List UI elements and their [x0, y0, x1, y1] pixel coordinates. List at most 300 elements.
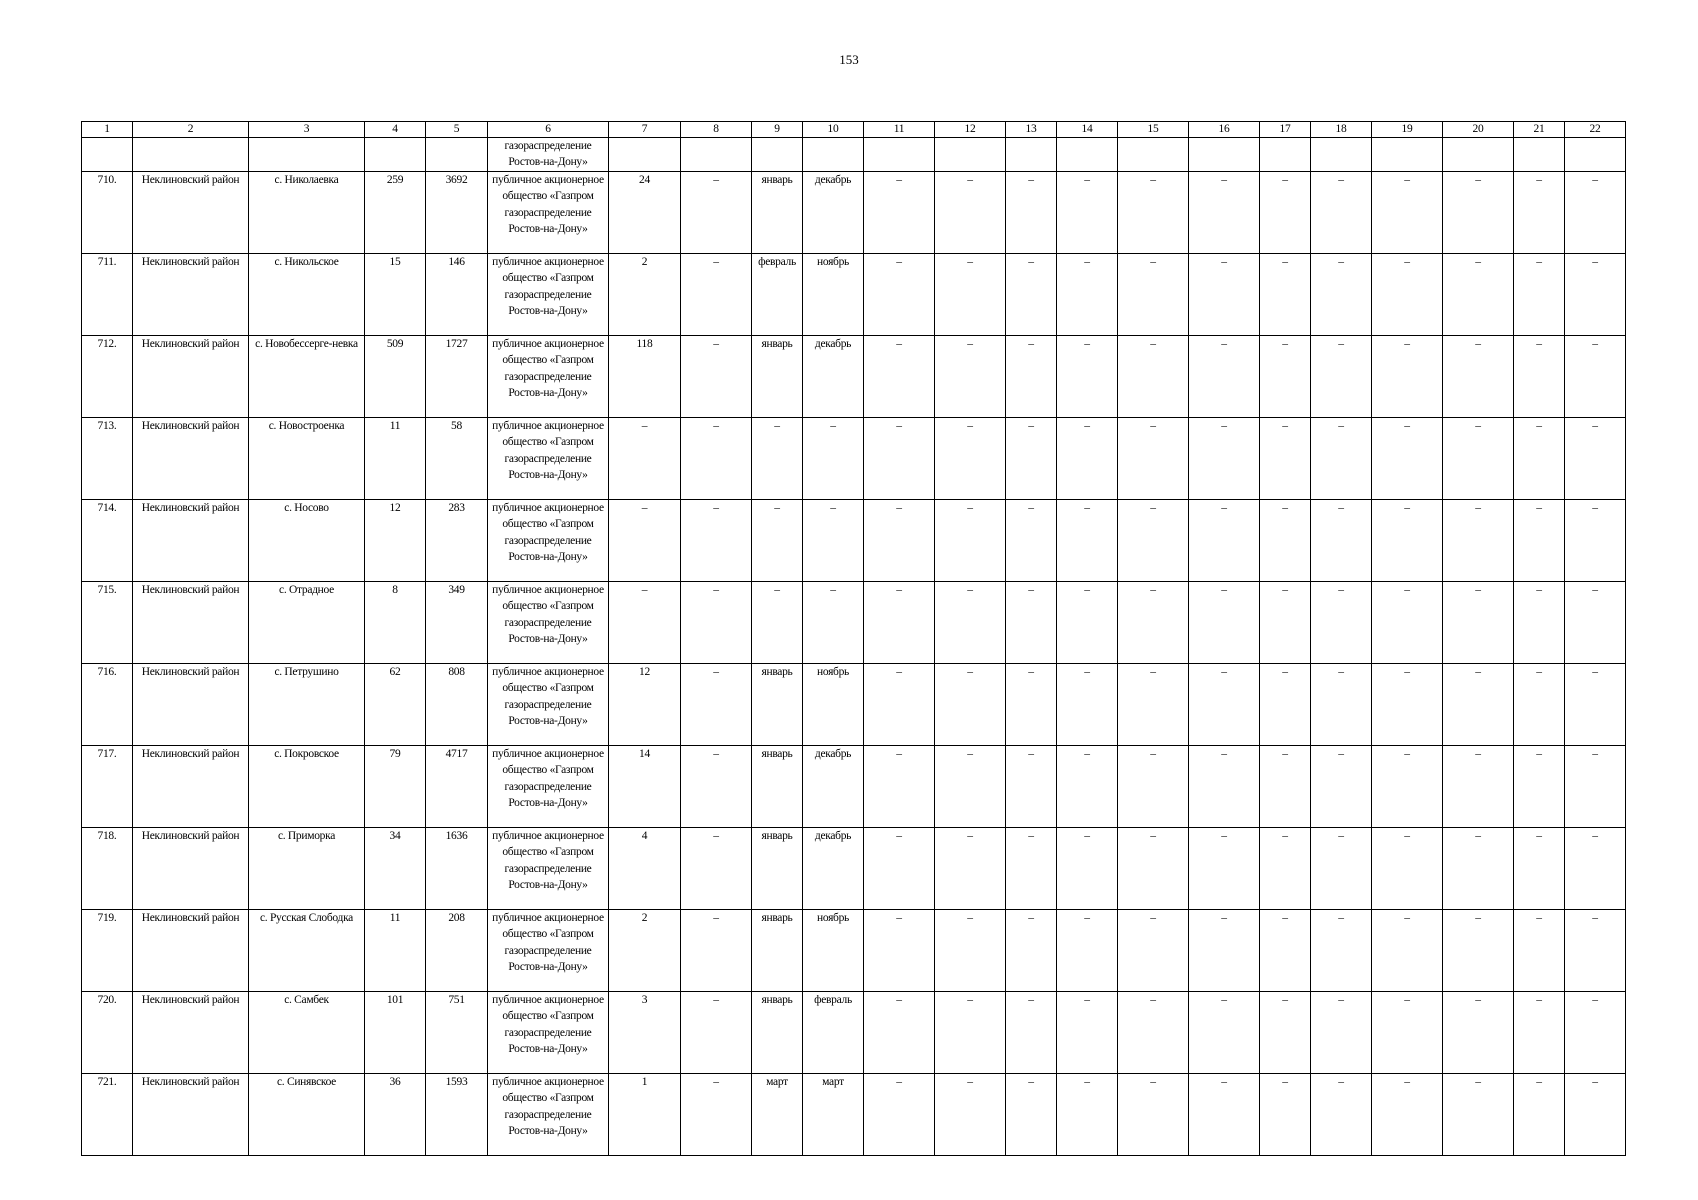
value-cell: – [1006, 500, 1057, 582]
value-cell: 11 [365, 910, 426, 992]
value-cell: – [1006, 336, 1057, 418]
table-cell [864, 138, 935, 172]
value-cell: – [1565, 828, 1626, 910]
value-cell: – [1006, 172, 1057, 254]
value-cell: – [1443, 1074, 1514, 1156]
value-cell: – [935, 746, 1006, 828]
value-cell: – [1057, 910, 1118, 992]
locality-cell: с. Отрадное [249, 582, 365, 664]
value-cell: – [935, 1074, 1006, 1156]
value-cell: – [1260, 746, 1311, 828]
value-cell: – [864, 254, 935, 336]
table-cell [1443, 138, 1514, 172]
value-cell: – [1372, 254, 1443, 336]
value-cell: – [1260, 992, 1311, 1074]
locality-cell: с. Покровское [249, 746, 365, 828]
value-cell: – [1443, 910, 1514, 992]
value-cell: – [935, 254, 1006, 336]
value-cell: – [935, 992, 1006, 1074]
column-header: 1 [82, 122, 133, 138]
table-row [82, 746, 1626, 828]
end-month-cell: декабрь [803, 828, 864, 910]
value-cell: – [1565, 418, 1626, 500]
value-cell: – [1514, 500, 1565, 582]
start-month-cell: январь [752, 336, 803, 418]
district-cell: Неклиновский район [133, 992, 249, 1074]
value-cell: – [681, 254, 752, 336]
column-header: 16 [1189, 122, 1260, 138]
value-cell: – [1260, 336, 1311, 418]
end-month-cell: февраль [803, 992, 864, 1074]
value-cell: – [1372, 500, 1443, 582]
district-cell: Неклиновский район [133, 582, 249, 664]
value-cell: – [1189, 828, 1260, 910]
column-header: 10 [803, 122, 864, 138]
value-cell: – [1443, 254, 1514, 336]
operator-cell: публичное акционерное общество «Газпром газораспределение Ростов-на-Дону» [488, 910, 609, 992]
district-cell: Неклиновский район [133, 254, 249, 336]
value-cell: – [1118, 254, 1189, 336]
start-month-cell: март [752, 1074, 803, 1156]
value-cell: – [1260, 172, 1311, 254]
column-header: 12 [935, 122, 1006, 138]
value-cell: – [681, 746, 752, 828]
value-cell: – [1118, 664, 1189, 746]
value-cell: 3 [609, 992, 681, 1074]
end-month-cell: – [803, 500, 864, 582]
row-number-cell: 720. [82, 992, 133, 1074]
value-cell: – [935, 910, 1006, 992]
column-header: 22 [1565, 122, 1626, 138]
value-cell: – [1443, 828, 1514, 910]
operator-cell: публичное акционерное общество «Газпром газораспределение Ростов-на-Дону» [488, 1074, 609, 1156]
operator-cell: публичное акционерное общество «Газпром газораспределение Ростов-на-Дону» [488, 336, 609, 418]
start-month-cell: январь [752, 992, 803, 1074]
value-cell: – [1057, 172, 1118, 254]
value-cell: – [1565, 172, 1626, 254]
table-cell [1372, 138, 1443, 172]
value-cell: – [1514, 664, 1565, 746]
value-cell: – [609, 582, 681, 664]
end-month-cell: декабрь [803, 172, 864, 254]
start-month-cell: январь [752, 172, 803, 254]
value-cell: 24 [609, 172, 681, 254]
value-cell: – [1260, 1074, 1311, 1156]
value-cell: 146 [426, 254, 488, 336]
column-header: 17 [1260, 122, 1311, 138]
value-cell: – [1057, 1074, 1118, 1156]
table-cell [1311, 138, 1372, 172]
end-month-cell: декабрь [803, 336, 864, 418]
value-cell: – [864, 828, 935, 910]
value-cell: – [864, 172, 935, 254]
column-header: 18 [1311, 122, 1372, 138]
locality-cell: с. Новобессерге-невка [249, 336, 365, 418]
start-month-cell: январь [752, 828, 803, 910]
operator-cell: публичное акционерное общество «Газпром газораспределение Ростов-на-Дону» [488, 992, 609, 1074]
table-cell [426, 138, 488, 172]
column-header: 15 [1118, 122, 1189, 138]
value-cell: 34 [365, 828, 426, 910]
value-cell: 12 [609, 664, 681, 746]
value-cell: – [1006, 582, 1057, 664]
start-month-cell: – [752, 418, 803, 500]
value-cell: – [1057, 500, 1118, 582]
value-cell: 349 [426, 582, 488, 664]
column-header: 20 [1443, 122, 1514, 138]
value-cell: – [1514, 336, 1565, 418]
table-cell [365, 138, 426, 172]
table-cell [82, 138, 133, 172]
value-cell: 751 [426, 992, 488, 1074]
value-cell: – [935, 172, 1006, 254]
value-cell: – [1057, 418, 1118, 500]
value-cell: – [1006, 910, 1057, 992]
table-cell [1057, 138, 1118, 172]
value-cell: – [1372, 746, 1443, 828]
value-cell: – [1006, 664, 1057, 746]
table-cell [681, 138, 752, 172]
value-cell: 1 [609, 1074, 681, 1156]
locality-cell: с. Николаевка [249, 172, 365, 254]
value-cell: – [1189, 910, 1260, 992]
value-cell: – [681, 910, 752, 992]
value-cell: – [1006, 254, 1057, 336]
value-cell: 283 [426, 500, 488, 582]
value-cell: – [935, 500, 1006, 582]
value-cell: – [681, 172, 752, 254]
row-number-cell: 712. [82, 336, 133, 418]
start-month-cell: январь [752, 910, 803, 992]
value-cell: – [1118, 336, 1189, 418]
value-cell: – [1118, 992, 1189, 1074]
value-cell: – [1514, 418, 1565, 500]
value-cell: – [864, 992, 935, 1074]
value-cell: – [1514, 582, 1565, 664]
table-row [82, 992, 1626, 1074]
row-number-cell: 718. [82, 828, 133, 910]
value-cell: – [1260, 582, 1311, 664]
operator-cell: газораспределение Ростов-на-Дону» [488, 138, 609, 172]
row-number-cell: 713. [82, 418, 133, 500]
district-cell: Неклиновский район [133, 828, 249, 910]
value-cell: – [1260, 910, 1311, 992]
value-cell: – [1057, 828, 1118, 910]
operator-cell: публичное акционерное общество «Газпром газораспределение Ростов-на-Дону» [488, 172, 609, 254]
value-cell: – [1372, 992, 1443, 1074]
value-cell: – [1006, 746, 1057, 828]
value-cell: – [1372, 910, 1443, 992]
end-month-cell: март [803, 1074, 864, 1156]
value-cell: – [1057, 336, 1118, 418]
locality-cell: с. Приморка [249, 828, 365, 910]
table-row [82, 828, 1626, 910]
table-cell [752, 138, 803, 172]
value-cell: – [1189, 336, 1260, 418]
start-month-cell: – [752, 582, 803, 664]
value-cell: – [1260, 254, 1311, 336]
value-cell: 12 [365, 500, 426, 582]
value-cell: 2 [609, 254, 681, 336]
value-cell: – [1311, 910, 1372, 992]
value-cell: – [1260, 828, 1311, 910]
start-month-cell: февраль [752, 254, 803, 336]
value-cell: 11 [365, 418, 426, 500]
column-header: 9 [752, 122, 803, 138]
value-cell: – [1565, 254, 1626, 336]
locality-cell: с. Русская Слободка [249, 910, 365, 992]
value-cell: – [1006, 828, 1057, 910]
value-cell: – [1565, 746, 1626, 828]
operator-cell: публичное акционерное общество «Газпром газораспределение Ростов-на-Дону» [488, 582, 609, 664]
value-cell: – [1565, 992, 1626, 1074]
value-cell: – [1514, 172, 1565, 254]
continuation-row [82, 138, 1626, 172]
value-cell: 2 [609, 910, 681, 992]
value-cell: – [1260, 664, 1311, 746]
value-cell: 3692 [426, 172, 488, 254]
value-cell: – [935, 418, 1006, 500]
value-cell: – [1565, 582, 1626, 664]
value-cell: – [681, 418, 752, 500]
value-cell: – [1057, 582, 1118, 664]
value-cell: – [864, 336, 935, 418]
value-cell: 58 [426, 418, 488, 500]
value-cell: – [1189, 992, 1260, 1074]
table-cell [1260, 138, 1311, 172]
value-cell: – [935, 336, 1006, 418]
value-cell: – [1514, 746, 1565, 828]
header-row [82, 122, 1626, 138]
district-cell: Неклиновский район [133, 746, 249, 828]
value-cell: – [681, 582, 752, 664]
operator-cell: публичное акционерное общество «Газпром газораспределение Ростов-на-Дону» [488, 500, 609, 582]
value-cell: 118 [609, 336, 681, 418]
start-month-cell: – [752, 500, 803, 582]
value-cell: – [1565, 664, 1626, 746]
table-cell [1006, 138, 1057, 172]
value-cell: – [1118, 1074, 1189, 1156]
column-header: 21 [1514, 122, 1565, 138]
column-header: 4 [365, 122, 426, 138]
value-cell: – [1260, 418, 1311, 500]
district-cell: Неклиновский район [133, 172, 249, 254]
value-cell: – [1118, 172, 1189, 254]
value-cell: – [1057, 746, 1118, 828]
table-cell [1189, 138, 1260, 172]
table-row [82, 1074, 1626, 1156]
value-cell: – [1311, 418, 1372, 500]
end-month-cell: ноябрь [803, 254, 864, 336]
district-cell: Неклиновский район [133, 910, 249, 992]
table-cell [935, 138, 1006, 172]
value-cell: 62 [365, 664, 426, 746]
district-cell: Неклиновский район [133, 418, 249, 500]
value-cell: 36 [365, 1074, 426, 1156]
locality-cell: с. Самбек [249, 992, 365, 1074]
column-header: 13 [1006, 122, 1057, 138]
value-cell: – [1311, 1074, 1372, 1156]
value-cell: – [1311, 254, 1372, 336]
table-row [82, 418, 1626, 500]
value-cell: – [1006, 992, 1057, 1074]
value-cell: – [1260, 500, 1311, 582]
start-month-cell: январь [752, 746, 803, 828]
value-cell: – [1057, 992, 1118, 1074]
value-cell: 1593 [426, 1074, 488, 1156]
value-cell: – [681, 828, 752, 910]
value-cell: 15 [365, 254, 426, 336]
operator-cell: публичное акционерное общество «Газпром газораспределение Ростов-на-Дону» [488, 418, 609, 500]
value-cell: 808 [426, 664, 488, 746]
value-cell: – [1565, 336, 1626, 418]
column-header: 2 [133, 122, 249, 138]
value-cell: – [1311, 582, 1372, 664]
value-cell: – [864, 418, 935, 500]
value-cell: – [1443, 664, 1514, 746]
table-row [82, 336, 1626, 418]
value-cell: – [1118, 418, 1189, 500]
end-month-cell: – [803, 418, 864, 500]
value-cell: – [1565, 910, 1626, 992]
operator-cell: публичное акционерное общество «Газпром газораспределение Ростов-на-Дону» [488, 254, 609, 336]
table-cell [1118, 138, 1189, 172]
value-cell: – [1311, 828, 1372, 910]
value-cell: – [1189, 172, 1260, 254]
value-cell: – [1311, 172, 1372, 254]
column-header: 8 [681, 122, 752, 138]
value-cell: – [1443, 500, 1514, 582]
value-cell: – [1443, 172, 1514, 254]
value-cell: – [1443, 418, 1514, 500]
value-cell: – [1514, 828, 1565, 910]
table-cell [609, 138, 681, 172]
value-cell: – [1189, 500, 1260, 582]
value-cell: – [681, 992, 752, 1074]
value-cell: – [1443, 336, 1514, 418]
value-cell: – [1514, 1074, 1565, 1156]
value-cell: – [1514, 254, 1565, 336]
start-month-cell: январь [752, 664, 803, 746]
value-cell: – [1443, 582, 1514, 664]
end-month-cell: ноябрь [803, 910, 864, 992]
operator-cell: публичное акционерное общество «Газпром газораспределение Ростов-на-Дону» [488, 746, 609, 828]
value-cell: – [681, 336, 752, 418]
value-cell: – [681, 500, 752, 582]
value-cell: – [1372, 172, 1443, 254]
table-cell [249, 138, 365, 172]
data-table [81, 121, 1626, 1156]
row-number-cell: 711. [82, 254, 133, 336]
value-cell: 509 [365, 336, 426, 418]
column-header: 7 [609, 122, 681, 138]
value-cell: – [1189, 582, 1260, 664]
locality-cell: с. Новостроенка [249, 418, 365, 500]
locality-cell: с. Петрушино [249, 664, 365, 746]
row-number-cell: 721. [82, 1074, 133, 1156]
table-row [82, 172, 1626, 254]
value-cell: – [609, 418, 681, 500]
value-cell: – [935, 828, 1006, 910]
value-cell: – [1372, 664, 1443, 746]
column-header: 5 [426, 122, 488, 138]
row-number-cell: 717. [82, 746, 133, 828]
value-cell: – [1372, 1074, 1443, 1156]
value-cell: – [1514, 992, 1565, 1074]
column-header: 11 [864, 122, 935, 138]
table-cell [1514, 138, 1565, 172]
value-cell: – [1189, 1074, 1260, 1156]
value-cell: 8 [365, 582, 426, 664]
value-cell: – [1189, 418, 1260, 500]
value-cell: – [864, 582, 935, 664]
row-number-cell: 716. [82, 664, 133, 746]
value-cell: – [1118, 910, 1189, 992]
value-cell: – [1189, 746, 1260, 828]
value-cell: – [1311, 664, 1372, 746]
value-cell: 208 [426, 910, 488, 992]
value-cell: – [1514, 910, 1565, 992]
value-cell: 14 [609, 746, 681, 828]
value-cell: – [681, 664, 752, 746]
value-cell: 79 [365, 746, 426, 828]
row-number-cell: 714. [82, 500, 133, 582]
locality-cell: с. Синявское [249, 1074, 365, 1156]
end-month-cell: ноябрь [803, 664, 864, 746]
row-number-cell: 710. [82, 172, 133, 254]
value-cell: – [864, 746, 935, 828]
value-cell: – [1118, 500, 1189, 582]
operator-cell: публичное акционерное общество «Газпром газораспределение Ростов-на-Дону» [488, 664, 609, 746]
value-cell: – [864, 910, 935, 992]
value-cell: – [864, 1074, 935, 1156]
column-header: 19 [1372, 122, 1443, 138]
value-cell: 1636 [426, 828, 488, 910]
column-header: 3 [249, 122, 365, 138]
value-cell: – [1565, 500, 1626, 582]
value-cell: – [1443, 746, 1514, 828]
table-cell [133, 138, 249, 172]
locality-cell: с. Никольское [249, 254, 365, 336]
value-cell: 4 [609, 828, 681, 910]
value-cell: – [1057, 664, 1118, 746]
value-cell: 4717 [426, 746, 488, 828]
value-cell: – [1189, 254, 1260, 336]
table-row [82, 254, 1626, 336]
value-cell: – [1565, 1074, 1626, 1156]
value-cell: – [609, 500, 681, 582]
table-body [82, 122, 1626, 1156]
value-cell: – [1006, 418, 1057, 500]
page-number: 153 [839, 52, 859, 67]
value-cell: – [1372, 828, 1443, 910]
district-cell: Неклиновский район [133, 336, 249, 418]
value-cell: – [1311, 500, 1372, 582]
value-cell: – [1311, 992, 1372, 1074]
value-cell: – [935, 582, 1006, 664]
district-cell: Неклиновский район [133, 1074, 249, 1156]
locality-cell: с. Носово [249, 500, 365, 582]
value-cell: – [864, 664, 935, 746]
value-cell: – [1372, 336, 1443, 418]
value-cell: – [681, 1074, 752, 1156]
value-cell: – [1311, 746, 1372, 828]
district-cell: Неклиновский район [133, 500, 249, 582]
value-cell: 101 [365, 992, 426, 1074]
value-cell: – [1372, 582, 1443, 664]
row-number-cell: 715. [82, 582, 133, 664]
end-month-cell: – [803, 582, 864, 664]
